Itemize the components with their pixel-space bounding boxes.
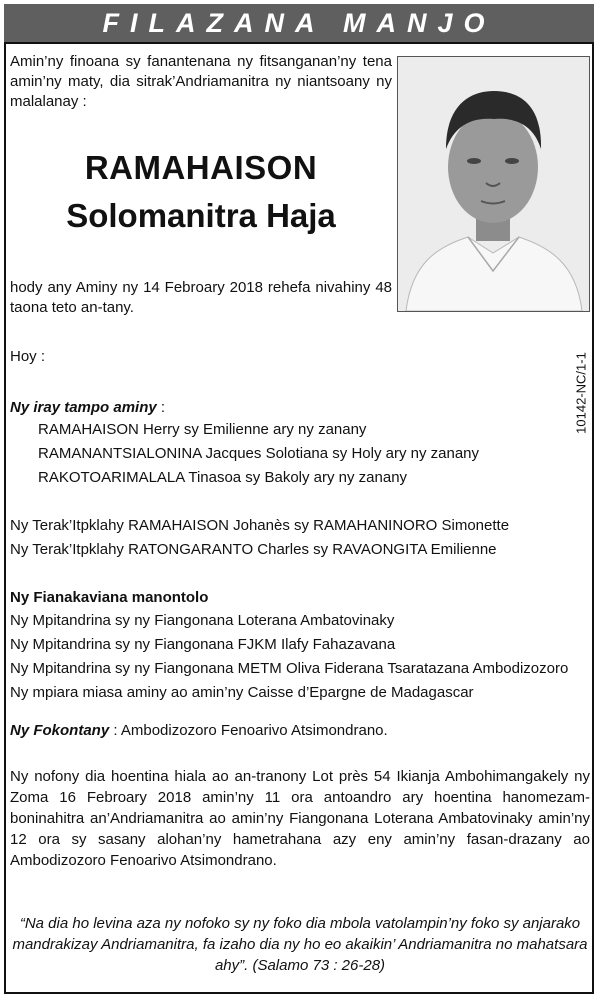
fokontany-value: : Ambodizozoro Fenoarivo Atsimondrano. <box>109 722 388 739</box>
fianakaviana-line: Ny Mpitandrina sy ny Fiangonana FJKM Ilafy Fahazavana <box>10 636 396 653</box>
deceased-surname: RAMAHAISON <box>84 149 318 186</box>
intro-text: Amin’ny finoana sy fanantenana ny fitsanganan’ny tena amin’ny maty, dia sitrak’Andriamanitra ny niantsoany ny malalanay : <box>10 53 392 110</box>
reference-code-text: 10142-NC/1-1 <box>573 352 589 434</box>
fianakaviana-line: Ny Mpitandrina sy ny Fiangonana METM Oliva Fiderana Tsaratazana Ambodizozoro <box>10 660 569 677</box>
death-notice: hody any Aminy ny 14 Febroary 2018 rehefa nivahiny 48 taona teto an-tany. <box>10 279 392 316</box>
fianakaviana-line: Ny Mpitandrina sy ny Fiangonana Loterana Ambatovinaky <box>10 612 395 629</box>
family-member: RAMAHAISON Herry sy Emilienne ary ny zanany <box>38 421 367 438</box>
in-law-line: Ny Terak’Itpklahy RAMAHAISON Johanès sy RAMAHANINORO Simonette <box>10 517 510 534</box>
header-title: FILAZANA MANJO <box>102 7 496 38</box>
deceased-given-names: Solomanitra Haja <box>66 197 336 234</box>
family-heading-label: Ny iray tampo aminy <box>10 399 157 416</box>
bible-quote: “Na dia ho levina aza ny nofoko sy ny foko dia mbola vatolampin’ny foko sy anjarako mandrakizay Andriamanitra, fa izaho dia ny ho eo akaikin’ Andriamanitra no mahatsara ahy”. (Salamo 73 : 26-28) <box>12 915 588 974</box>
hoy-label: Hoy : <box>10 348 46 365</box>
fianakaviana-heading: Ny Fianakaviana manontolo <box>10 589 209 606</box>
family-member: RAKOTOARIMALALA Tinasoa sy Bakoly ary ny zanany <box>38 469 408 486</box>
family-member: RAMANANTSIALONINA Jacques Solotiana sy Holy ary ny zanany <box>38 445 480 462</box>
reference-code <box>571 348 591 438</box>
notice-header <box>4 4 594 44</box>
family-heading-colon: : <box>156 399 166 416</box>
funeral-details: Ny nofony dia hoentina hiala ao an-tranony Lot près 54 Ikianja Ambohimangakely ny Zoma 16 Febroary 2018 amin’ny 11 ora antoandro ary hoentina hanomezam-boninahitra an’Andriamanitra ao amin’ny Fiangonana Loterana Ambatovinaky amin’ny 12 ora sy sasany alohan’ny hametrahana azy eny amin’ny fasan-drazany ao Ambodizozoro Fenoarivo Atsimondrano. <box>10 768 590 869</box>
deceased-portrait <box>397 56 590 312</box>
fokontany-line <box>10 721 388 741</box>
family-heading <box>10 398 165 418</box>
portrait-illustration <box>398 57 589 311</box>
fianakaviana-line: Ny mpiara miasa aminy ao amin’ny Caisse d’Epargne de Madagascar <box>10 684 474 701</box>
fokontany-label: Ny Fokontany <box>10 722 110 739</box>
in-law-line: Ny Terak’Itpklahy RATONGARANTO Charles sy RAVAONGITA Emilienne <box>10 541 497 558</box>
